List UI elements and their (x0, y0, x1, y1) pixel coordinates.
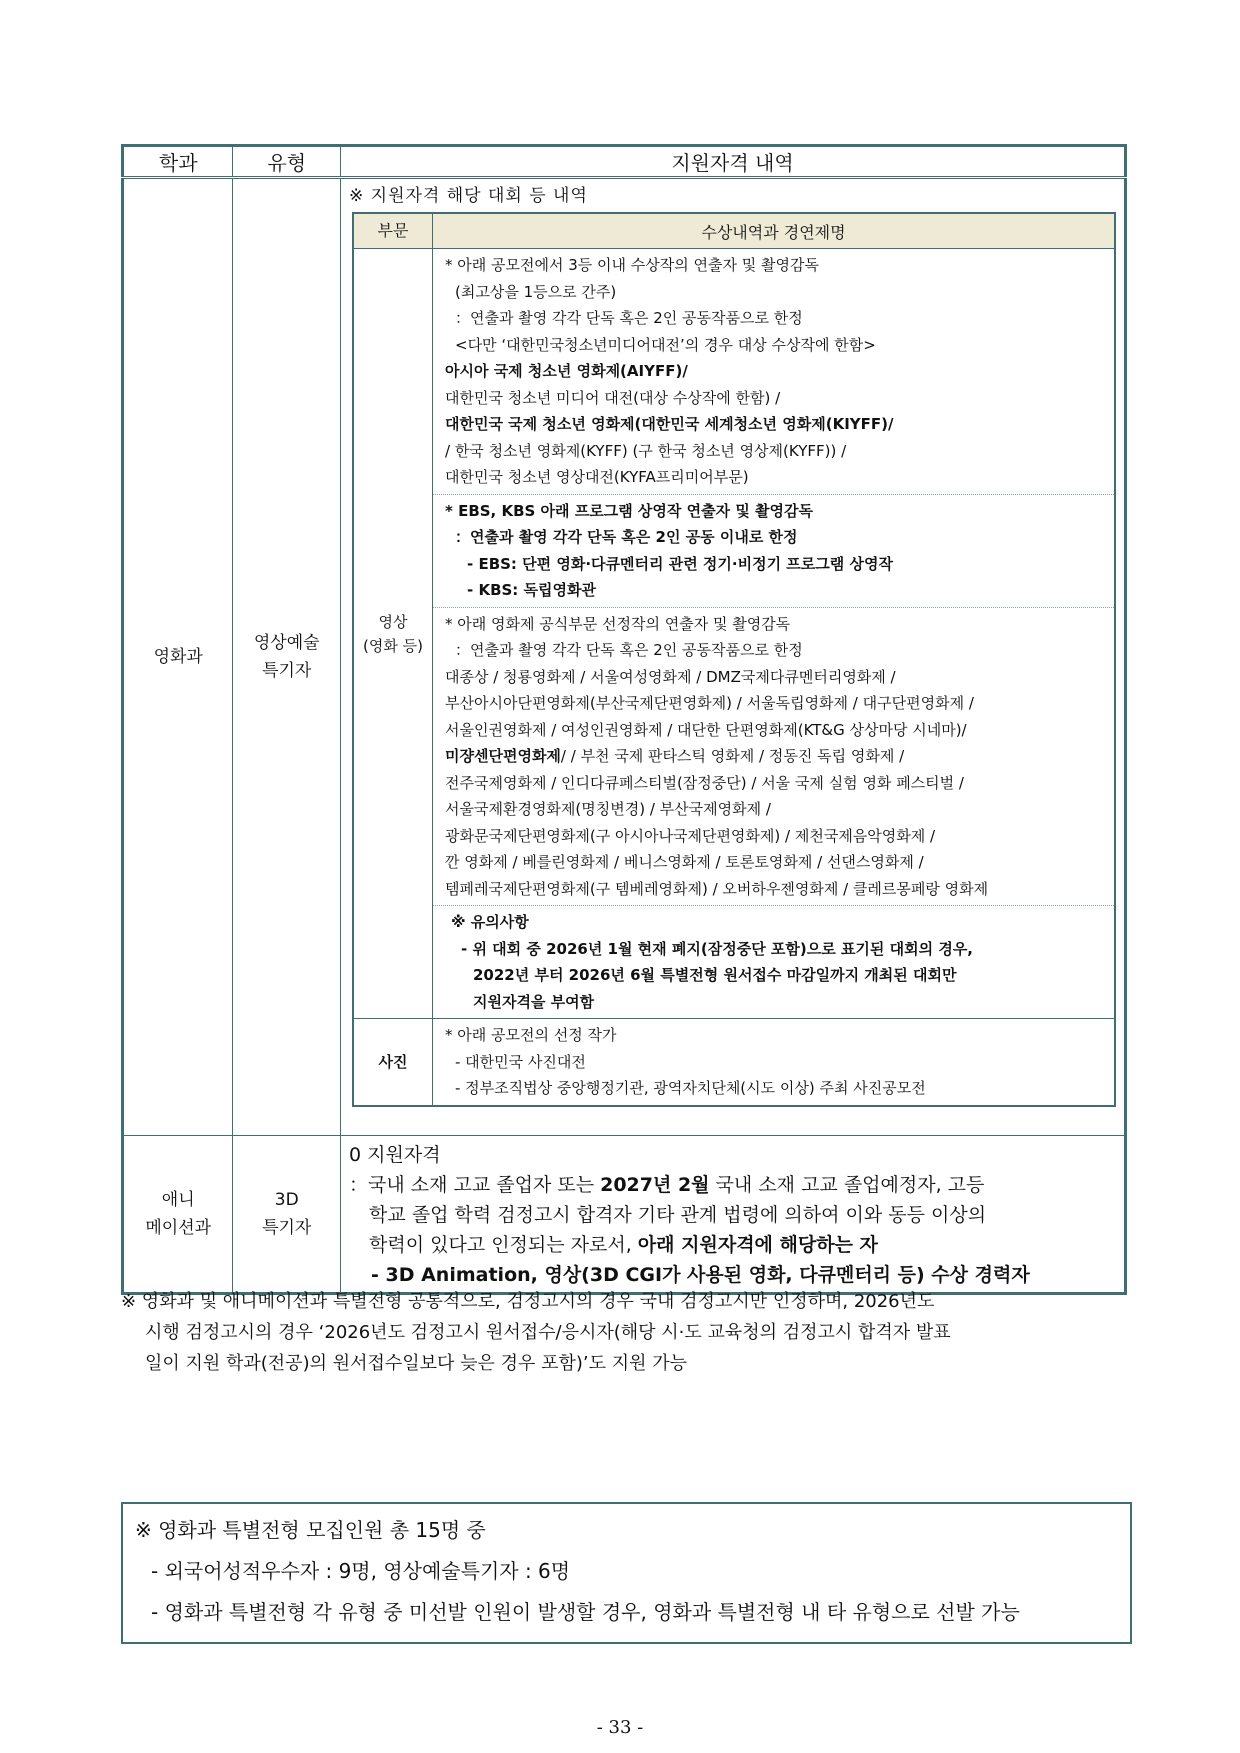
competition-table (352, 212, 1116, 1107)
competition-header-details: 수상내역과 경연제명 (433, 213, 1116, 249)
list-item: * 아래 공모전의 선정 작가 (445, 1026, 617, 1044)
list-item: ：연출과 촬영 각각 단독 혹은 2인 공동작품으로 한정 (455, 309, 803, 327)
anim-dept-cell (123, 1135, 233, 1293)
admission-qualification-table (121, 144, 1127, 1295)
list-item: - 정부조직법상 중앙행정기관, 광역자치단체(시도 이상) 주최 사진공모전 (455, 1079, 926, 1097)
animation-row (123, 1135, 1126, 1293)
list-item: / 한국 청소년 영화제(KYFF) (구 한국 청소년 영상제(KYFF)) / (445, 441, 847, 460)
anim-text: ：국내 소재 고교 졸업자 또는 (349, 1173, 601, 1196)
anim-date: 2027년 2월 (600, 1173, 710, 1196)
list-item: 서울인권영화제 / 여성인권영화제 / 대단한 단편영화제(KT&G 상상마당 시네마)/ (445, 720, 967, 739)
quota-box (121, 1502, 1132, 1644)
anim-text: 학력이 있다고 인정되는 자로서, (369, 1233, 638, 1256)
film-qualification-cell (341, 178, 1126, 1136)
list-item: 2022년 부터 2026년 6월 특별전형 원서접수 마감일까지 개최된 대회만 (473, 966, 957, 984)
quota-line: - 영화과 특별전형 각 유형 중 미선발 인원이 발생할 경우, 영화과 특별전형 내 타 유형으로 선발 가능 (151, 1600, 1020, 1624)
anim-dept-line1: 애니 (161, 1189, 195, 1210)
video-label-cell (353, 249, 433, 1019)
video-block-notice (433, 906, 1114, 1018)
film-dept-cell (123, 178, 233, 1136)
footnote-line: ※ 영화과 및 애니메이션과 특별전형 공통적으로, 검정고시의 경우 국내 검정고시만 인정하며, 2026년도 (121, 1291, 935, 1312)
festival-bold-name: 미쟝센단편영화제 (445, 747, 561, 765)
film-type-line1: 영상예술 (253, 632, 320, 653)
list-item: 대한민국 청소년 미디어 대전(대상 수상작에 한함) / (445, 388, 781, 407)
photo-label: 사진 (353, 1019, 433, 1106)
list-item: <다만 ‘대한민국청소년미디어대전’의 경우 대상 수상작에 한함> (455, 335, 876, 354)
film-type-line2: 특기자 (262, 660, 312, 681)
video-label-line2: (영화 등) (363, 636, 423, 655)
photo-details-cell (433, 1019, 1116, 1106)
list-item: 전주국제영화제 / 인디다큐페스티벌(잠정중단) / 서울 국제 실험 영화 페스티벌 / (445, 773, 964, 792)
film-type-cell (233, 178, 341, 1136)
header-dept: 학과 (123, 146, 233, 178)
list-item: 아시아 국제 청소년 영화제(AIYFF)/ (445, 362, 688, 380)
common-footnote (121, 1286, 1127, 1379)
film-row (123, 178, 1126, 1136)
anim-qual-line: 학교 졸업 학력 검정고시 합격자 기타 관계 법령에 의하여 이와 동등 이상의 (369, 1203, 987, 1226)
anim-qual-line (349, 1230, 1116, 1260)
quota-title: ※ 영화과 특별전형 모집인원 총 15명 중 (135, 1518, 486, 1542)
list-item: - KBS: 독립영화관 (467, 581, 596, 599)
header-type: 유형 (233, 146, 341, 178)
anim-type-line2: 특기자 (262, 1217, 312, 1238)
competition-header-row (353, 213, 1115, 249)
list-item: * 아래 영화제 공식부문 선정작의 연출자 및 촬영감독 (445, 614, 791, 633)
anim-qual-line: - 3D Animation, 영상(3D CGI가 사용된 영화, 다큐멘터리 등) 수상 경력자 (371, 1263, 1030, 1286)
list-item: - 대한민국 사진대전 (455, 1052, 586, 1071)
video-row (353, 249, 1115, 1019)
list-item: 대종상 / 청룡영화제 / 서울여성영화제 / DMZ국제다큐멘터리영화제 / (445, 667, 896, 686)
list-item: ※ 유의사항 (451, 913, 529, 931)
table-header-row (123, 146, 1126, 178)
list-item: ：연출과 촬영 각각 단독 혹은 2인 공동작품으로 한정 (455, 641, 803, 659)
photo-row (353, 1019, 1115, 1106)
list-item: - 위 대회 중 2026년 1월 현재 폐지(잠정중단 포함)으로 표기된 대회의 경우, (461, 939, 974, 958)
video-block-broadcast (433, 495, 1114, 608)
list-item: 서울국제환경영화제(명칭변경) / 부산국제영화제 / (445, 800, 771, 818)
list-item: * EBS, KBS 아래 프로그램 상영작 연출자 및 촬영감독 (445, 501, 813, 520)
anim-qual-head: 0 지원자격 (349, 1143, 441, 1166)
festival-rest: / / 부천 국제 판타스틱 영화제 / 정동진 독립 영화제 / (560, 747, 905, 765)
page-number: - 33 - (596, 1717, 644, 1738)
list-item (445, 743, 1108, 770)
competition-header-section: 부문 (353, 213, 433, 249)
video-label-line1: 영상 (378, 612, 408, 631)
photo-block (433, 1019, 1114, 1105)
anim-type-line1: 3D (274, 1189, 299, 1210)
anim-dept-line2: 메이션과 (145, 1217, 212, 1238)
footnote-line: 시행 검정고시의 경우 ‘2026년도 검정고시 원서접수/응시자(해당 시·도 교육청의 검정고시 합격자 발표 (145, 1322, 951, 1343)
film-dept: 영화과 (153, 646, 203, 667)
anim-type-cell (233, 1135, 341, 1293)
list-item: * 아래 공모전에서 3등 이내 수상작의 연출자 및 촬영감독 (445, 256, 819, 274)
list-item: 부산아시아단편영화제(부산국제단편영화제) / 서울독립영화제 / 대구단편영화제 / (445, 694, 974, 712)
anim-qualification-cell (341, 1135, 1126, 1293)
footnote-line: 일이 지원 학과(전공)의 원서접수일보다 늦은 경우 포함)’도 지원 가능 (145, 1353, 688, 1374)
list-item: (최고상을 1등으로 간주) (455, 282, 617, 301)
list-item: ：연출과 촬영 각각 단독 혹은 2인 공동 이내로 한정 (455, 528, 798, 546)
anim-emphasis: 아래 지원자격에 해당하는 자 (637, 1233, 878, 1256)
anim-qual-line (349, 1170, 1116, 1200)
list-item: 깐 영화제 / 베를린영화제 / 베니스영화제 / 토론토영화제 / 선댄스영화제 / (445, 853, 924, 871)
video-block-festivals (433, 608, 1114, 907)
list-item: 광화문국제단편영화제(구 아시아나국제단편영화제) / 제천국제음악영화제 / (445, 826, 936, 845)
list-item: 템페레국제단편영화제(구 템베레영화제) / 오버하우젠영화제 / 클레르몽페랑 영화제 (445, 879, 989, 898)
list-item: - EBS: 단편 영화·다큐멘터리 관련 정기·비정기 프로그램 상영작 (467, 554, 893, 573)
list-item: 대한민국 청소년 영상대전(KYFA프리미어부문) (445, 468, 749, 486)
film-note-head: ※ 지원자격 해당 대회 등 내역 (349, 186, 588, 206)
header-qualification: 지원자격 내역 (341, 146, 1126, 178)
quota-line: - 외국어성적우수자 : 9명, 영상예술특기자 : 6명 (151, 1559, 571, 1583)
anim-text: 국내 소재 고교 졸업예정자, 고등 (709, 1173, 985, 1196)
video-details-cell (433, 249, 1116, 1019)
video-block-contests (433, 249, 1114, 495)
list-item: 대한민국 국제 청소년 영화제(대한민국 세계청소년 영화제(KIYFF)/ (445, 415, 894, 433)
list-item: 지원자격을 부여함 (473, 992, 595, 1011)
